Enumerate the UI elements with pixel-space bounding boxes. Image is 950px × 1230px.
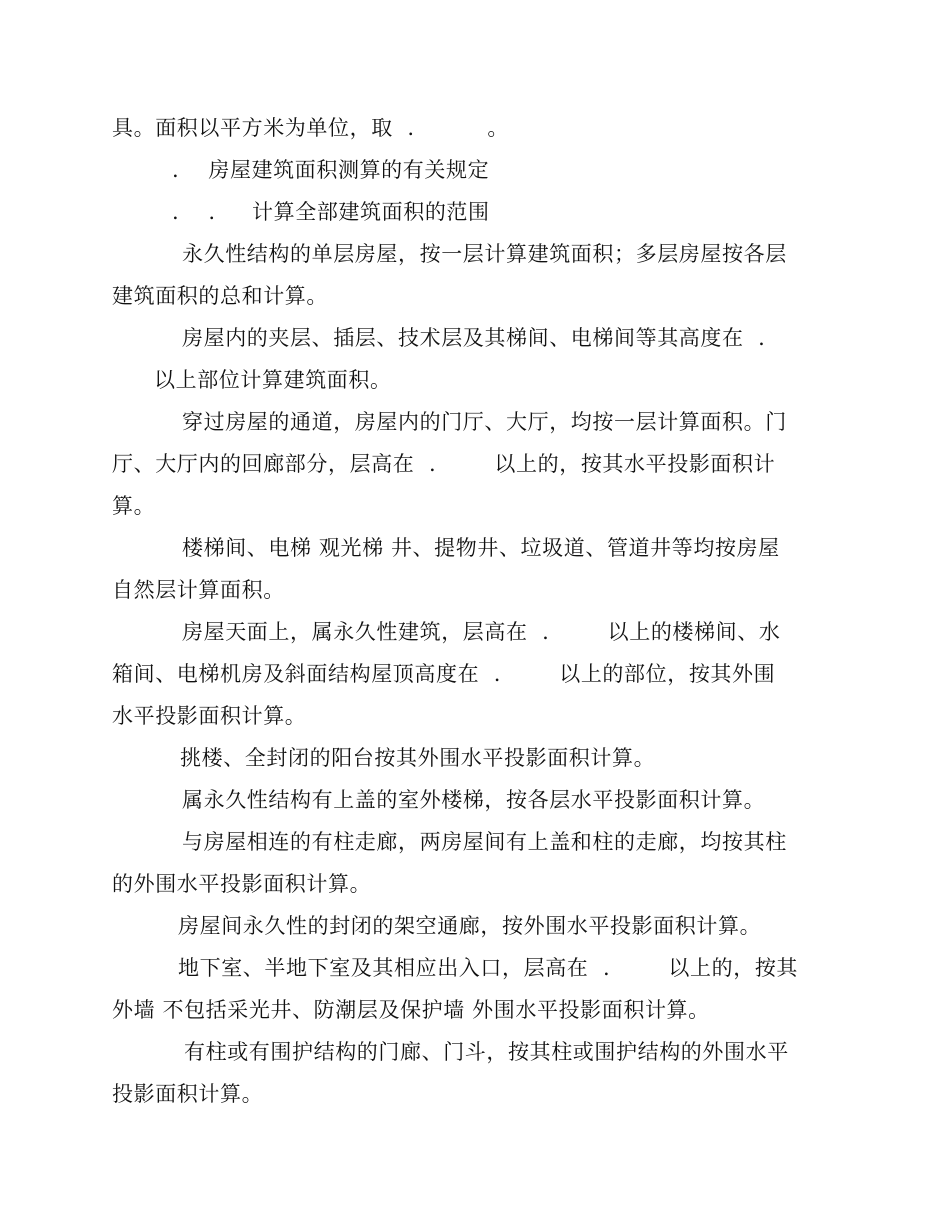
text-line: 具。面积以平方米为单位，取 . 。 <box>112 116 509 140</box>
text-line: 算。 <box>112 494 156 518</box>
text-line: 有柱或有围护结构的门廊、门斗，按其柱或围护结构的外围水平 <box>184 1040 789 1064</box>
text-line: 外墙 不包括采光井、防潮层及保护墙 外围水平投影面积计算。 <box>112 998 710 1022</box>
text-line: 房屋间永久性的封闭的架空通廊，按外围水平投影面积计算。 <box>178 914 762 938</box>
text-line: 永久性结构的单层房屋，按一层计算建筑面积；多层房屋按各层 <box>182 242 787 266</box>
text-line: 厅、大厅内的回廊部分，层高在 . 以上的，按其水平投影面积计 <box>112 452 776 476</box>
text-line: 穿过房屋的通道，房屋内的门厅、大厅，均按一层计算面积。门 <box>182 410 787 434</box>
text-line: 房屋内的夹层、插层、技术层及其梯间、电梯间等其高度在 . <box>182 326 766 350</box>
text-line: 以上部位计算建筑面积。 <box>154 368 392 392</box>
text-line: 楼梯间、电梯 观光梯 井、提物井、垃圾道、管道井等均按房屋 <box>182 536 780 560</box>
subsection-heading: . . 计算全部建筑面积的范围 <box>172 200 490 224</box>
text-line: 水平投影面积计算。 <box>112 704 307 728</box>
text-line: 投影面积计算。 <box>112 1082 264 1106</box>
text-line: 与房屋相连的有柱走廊，两房屋间有上盖和柱的走廊，均按其柱 <box>182 830 787 854</box>
text-line: 房屋天面上，属永久性建筑，层高在 . 以上的楼梯间、水 <box>182 620 781 644</box>
text-line: 自然层计算面积。 <box>112 578 285 602</box>
text-line: 箱间、电梯机房及斜面结构屋顶高度在 . 以上的部位，按其外围 <box>112 662 776 686</box>
text-line: 的外围水平投影面积计算。 <box>112 872 372 896</box>
text-line: 建筑面积的总和计算。 <box>112 284 328 308</box>
text-line: 地下室、半地下室及其相应出入口，层高在 . 以上的，按其 <box>178 956 799 980</box>
text-line: 挑楼、全封闭的阳台按其外围水平投影面积计算。 <box>180 746 656 770</box>
section-heading: . 房屋建筑面积测算的有关规定 <box>172 158 490 182</box>
text-line: 属永久性结构有上盖的室外楼梯，按各层水平投影面积计算。 <box>182 788 766 812</box>
